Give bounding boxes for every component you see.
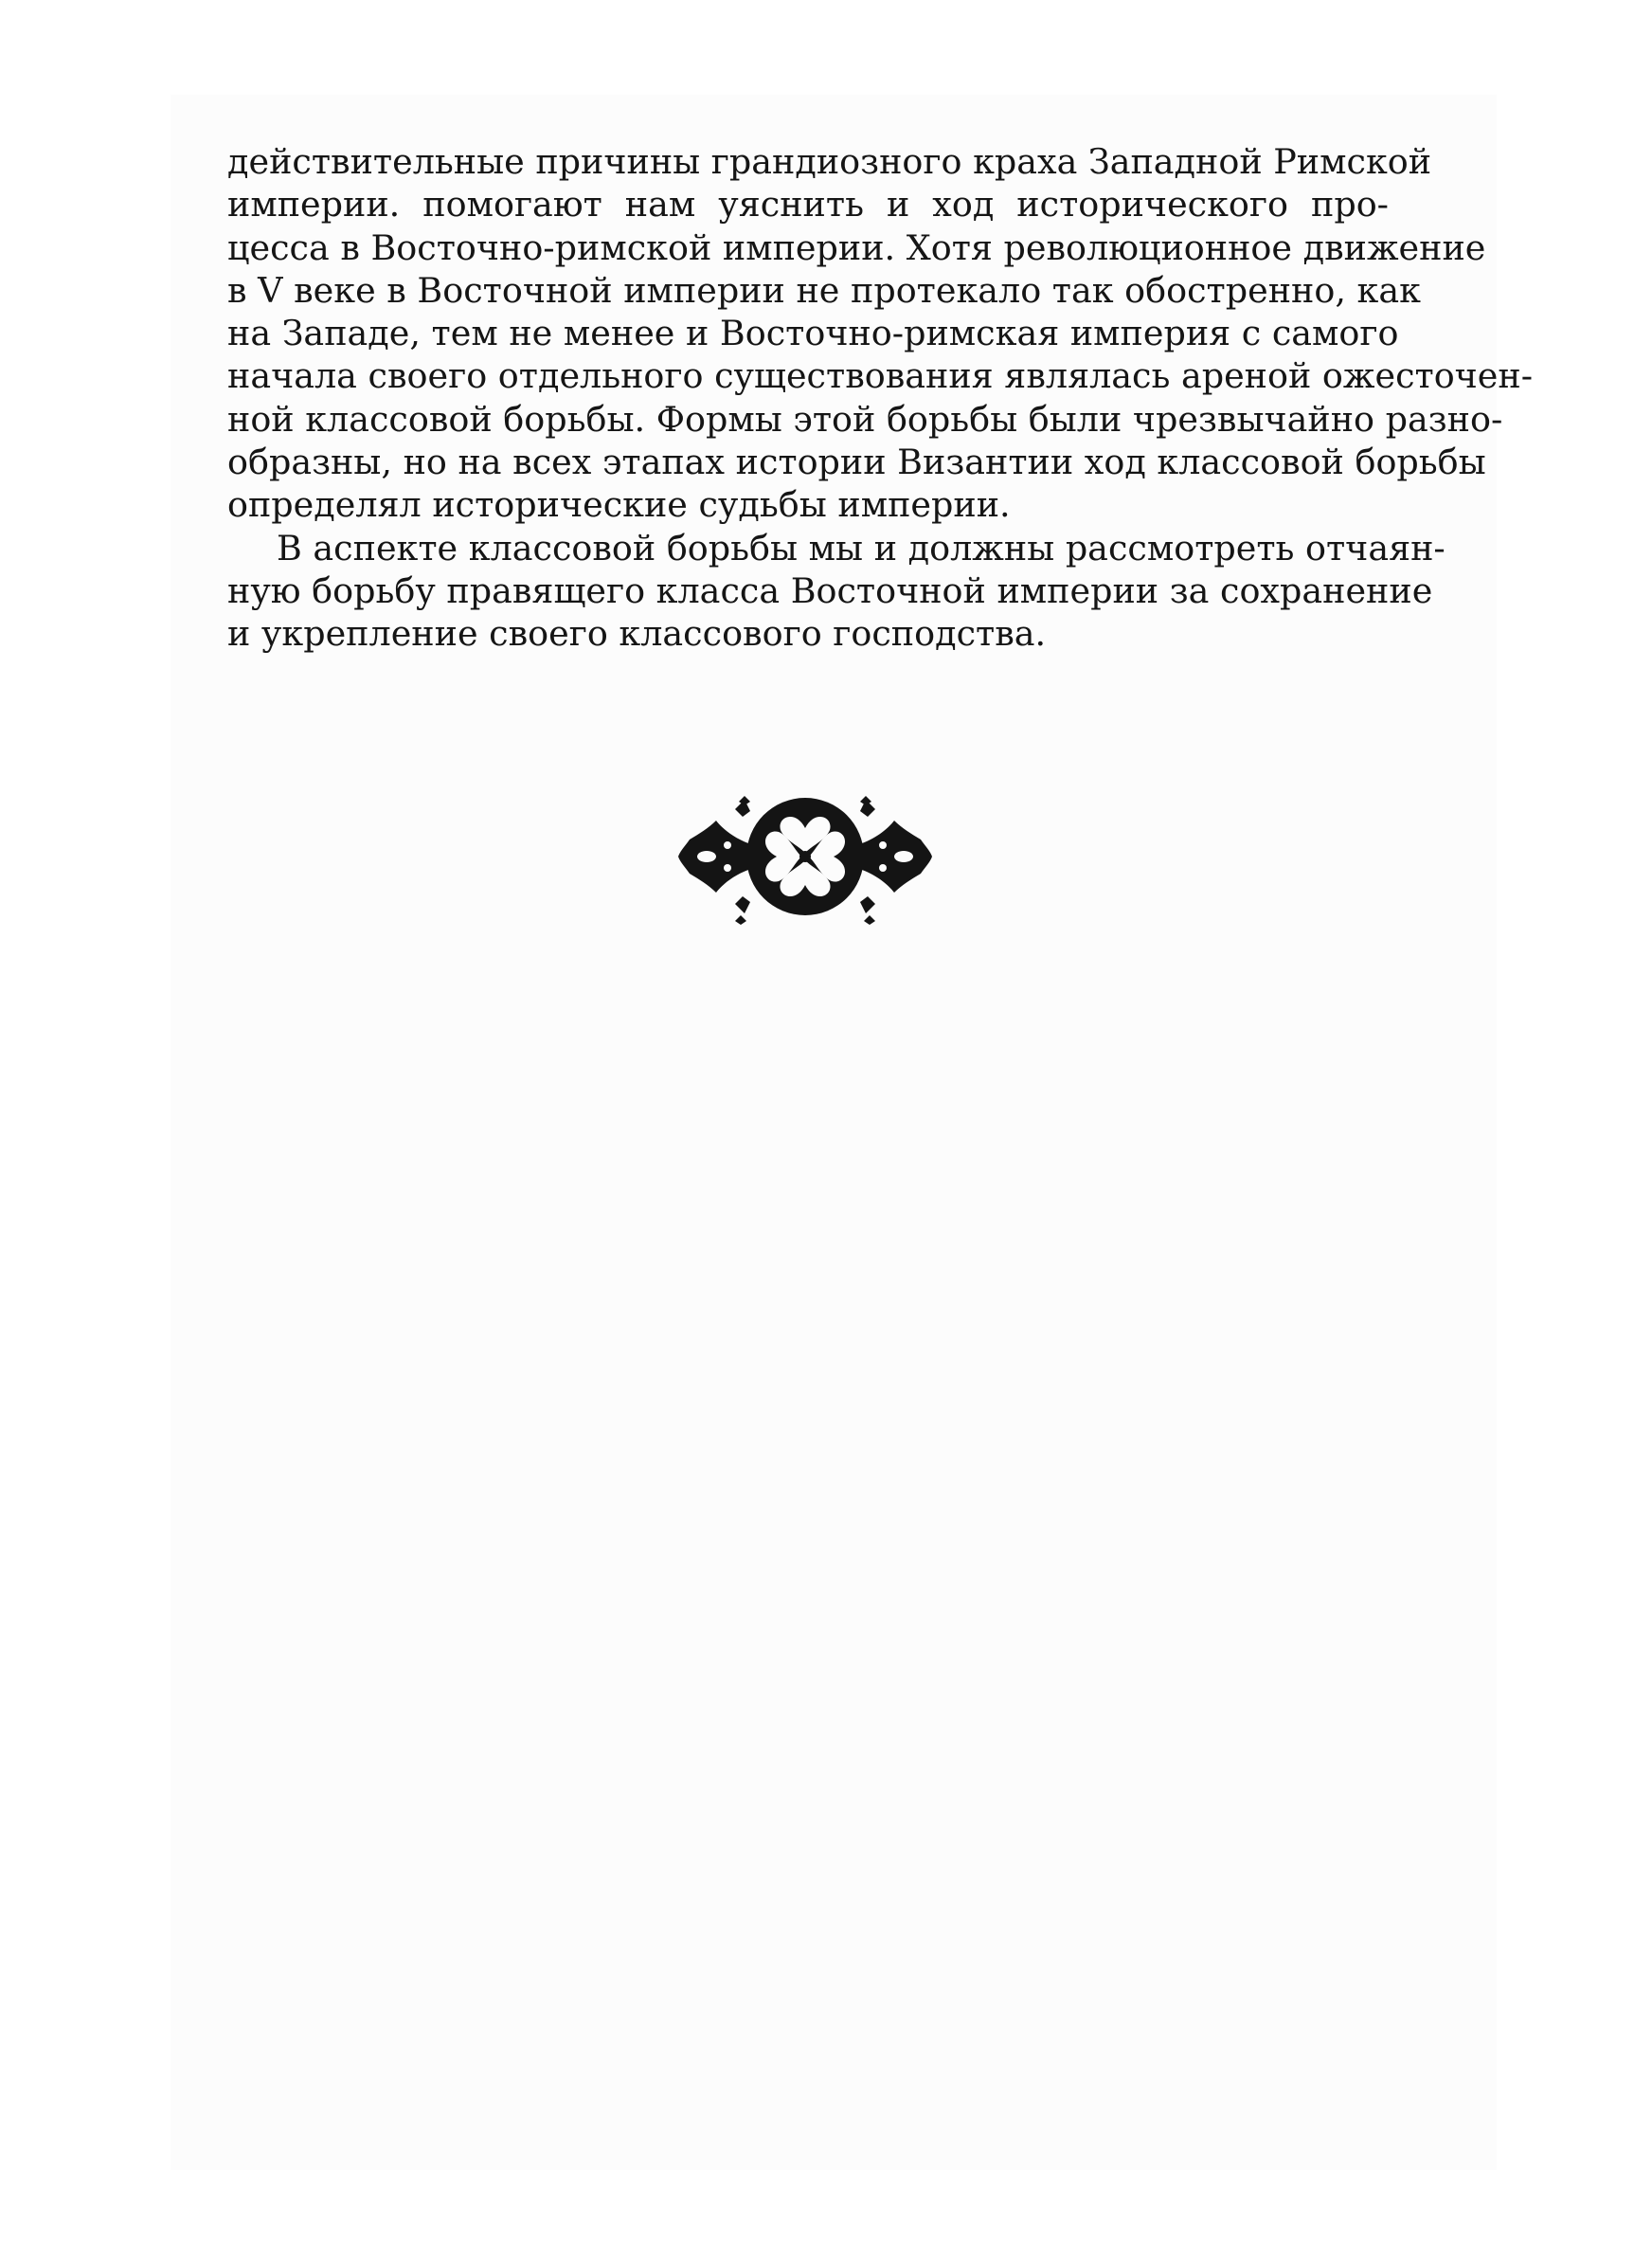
text-line: ную борьбу правящего класса Восточной империи за сохранение: [227, 569, 1433, 611]
floral-fleuron-icon: [678, 796, 932, 925]
text-line: в V веке в Восточной империи не протекало так обостренно, как: [227, 269, 1421, 311]
paragraph-1: [227, 140, 1534, 527]
text-line: на Западе, тем не менее и Восточно-римская империя с самого: [227, 313, 1399, 354]
text-line: начала своего отдельного существования являлась ареной ожесточен-: [227, 355, 1534, 397]
text-line: империи. помогают нам уяснить и ход исторического про-: [227, 184, 1389, 226]
text-line: В аспекте классовой борьбы мы и должны рассмотреть отчаян-: [277, 527, 1446, 569]
text-line: и укрепление своего классового господства.: [227, 613, 1047, 655]
text-line: образны, но на всех этапах истории Византии ход классовой борьбы: [227, 442, 1486, 483]
paragraph-2: [227, 527, 1446, 656]
text-line: цесса в Восточно-римской империи. Хотя революционное движение: [227, 226, 1486, 268]
body-text: [227, 140, 1534, 656]
text-line: определял исторические судьбы империи.: [227, 484, 1011, 526]
text-line: действительные причины грандиозного краха Западной Римской: [227, 141, 1432, 182]
text-line: ной классовой борьбы. Формы этой борьбы были чрезвычайно разно-: [227, 398, 1503, 440]
